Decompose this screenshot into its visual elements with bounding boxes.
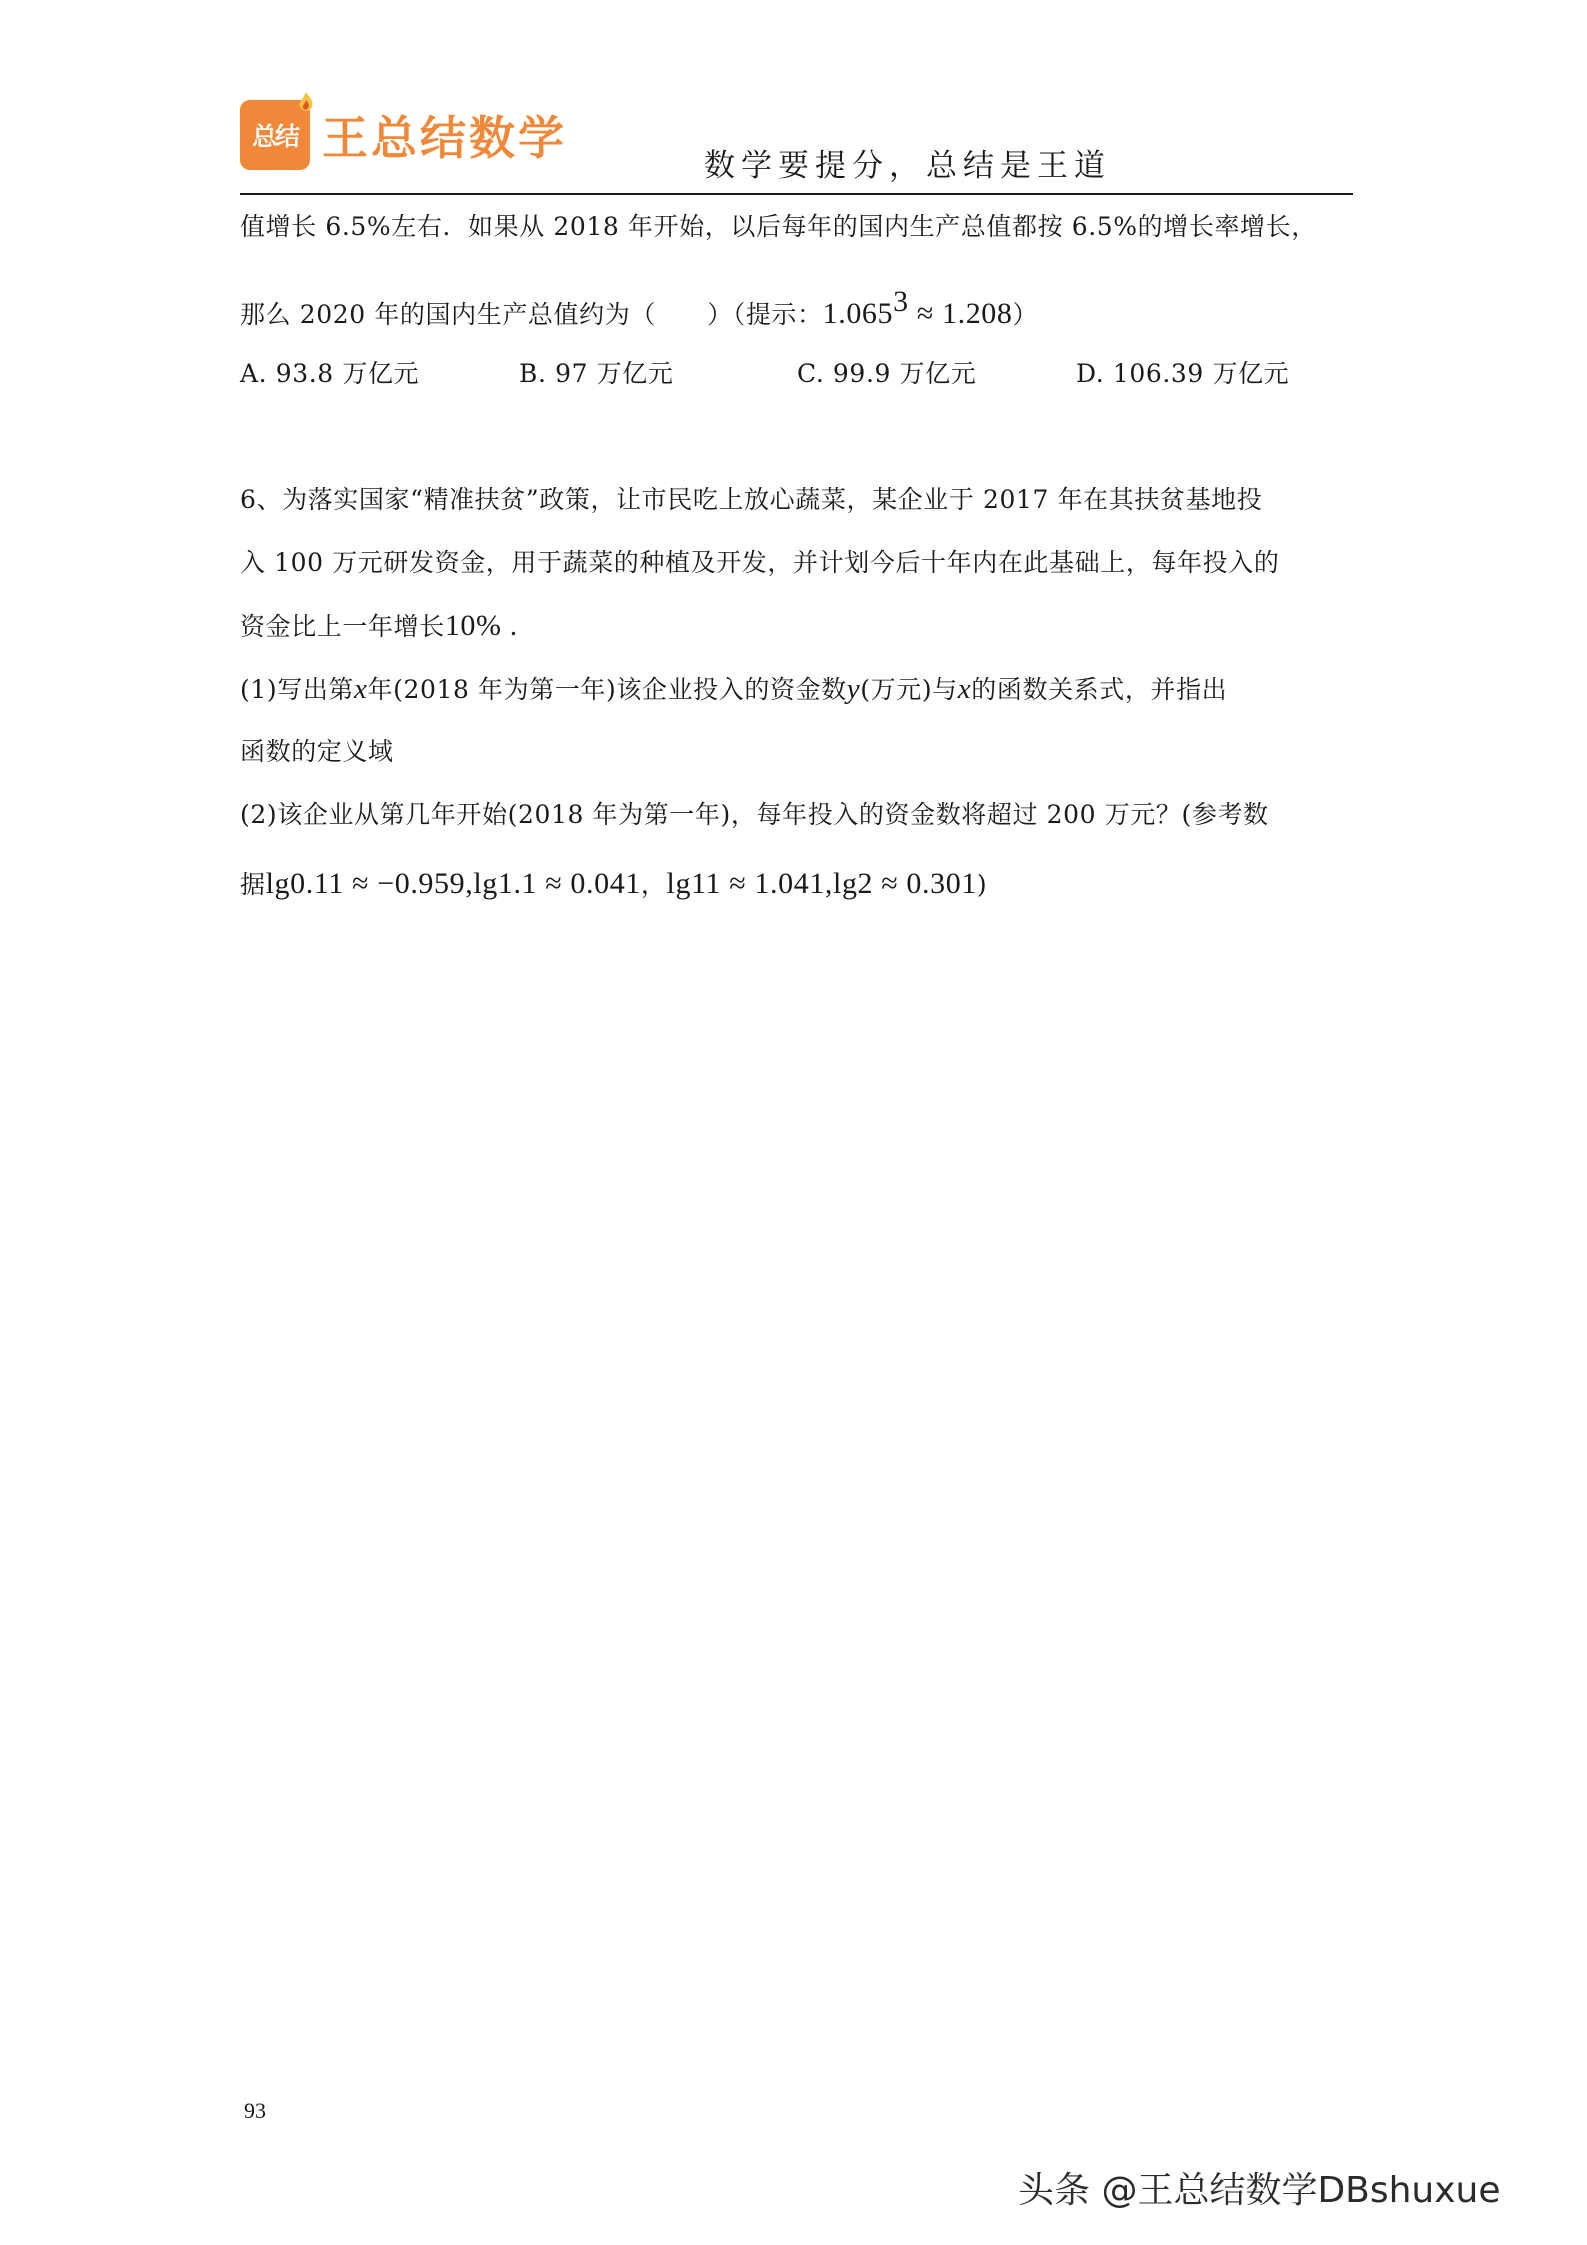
option-b: B. 97 万亿元 (519, 359, 674, 388)
reference-data-2: lg11 ≈ 1.041,lg2 ≈ 0.301 (666, 867, 977, 900)
growth-rate: 10% . (444, 609, 518, 642)
part2-prefix: 据 (240, 870, 266, 899)
var-y: y (846, 673, 861, 705)
hint-close: ） (1012, 300, 1039, 329)
header-divider (240, 193, 1353, 195)
q6-line-3-text: 资金比上一年增长 (240, 612, 445, 641)
q6-line-2: 入 100 万元研发资金，用于蔬菜的种植及开发，并计划今后十年内在此基础上，每年投入的 (240, 548, 1280, 577)
part1-c: (万元)与 (860, 675, 958, 704)
part1-d: 的函数关系式，并指出 (971, 675, 1228, 704)
q6-part2-line-2 (240, 866, 987, 903)
option-a: A. 93.8 万亿元 (240, 359, 420, 388)
logo-badge-text: 总结 (251, 122, 298, 151)
flame-icon (298, 92, 314, 114)
q6-line-3 (240, 608, 518, 645)
q5-line-2 (240, 284, 1038, 333)
logo-badge (240, 100, 310, 170)
q5-line-2-text: 那么 2020 年的国内生产总值约为（ ）（提示： (240, 300, 823, 329)
q6-part1-line-2: 函数的定义域 (240, 737, 394, 766)
q6-part1-line-1 (240, 671, 1227, 708)
watermark: 头条 @王总结数学DBshuxue (1018, 2170, 1501, 2211)
reference-close: ) (976, 870, 988, 899)
option-c: C. 99.9 万亿元 (797, 359, 977, 388)
part1-b: 年(2018 年为第一年)该企业投入的资金数 (367, 675, 847, 704)
hint-approx: ≈ 1.208 (908, 297, 1013, 330)
reference-sep: ， (640, 870, 667, 899)
option-d: D. 106.39 万亿元 (1076, 359, 1290, 388)
var-x: x (354, 673, 368, 705)
brand-logo (240, 100, 567, 170)
header-slogan: 数学要提分，总结是王道 (704, 148, 1111, 184)
q6-part2-line-1: (2)该企业从第几年开始(2018 年为第一年)，每年投入的资金数将超过 200 万元？(参考数 (240, 800, 1269, 829)
q5-options (240, 356, 1353, 392)
logo-text: 王总结数学 (322, 111, 567, 165)
page-number: 93 (244, 2098, 266, 2123)
q5-line-1: 值增长 6.5%左右．如果从 2018 年开始，以后每年的国内生产总值都按 6.5%的增长率增长， (240, 212, 1317, 241)
hint-base: 1.065 (822, 297, 894, 330)
part1-a: (1)写出第 (240, 675, 355, 704)
var-x-2: x (957, 673, 972, 705)
reference-data-1: lg0.11 ≈ −0.959,lg1.1 ≈ 0.041 (265, 867, 641, 900)
hint-exponent: 3 (893, 285, 909, 318)
q6-line-1: 6、为落实国家“精准扶贫”政策，让市民吃上放心蔬菜，某企业于 2017 年在其扶贫基地投 (240, 485, 1263, 514)
